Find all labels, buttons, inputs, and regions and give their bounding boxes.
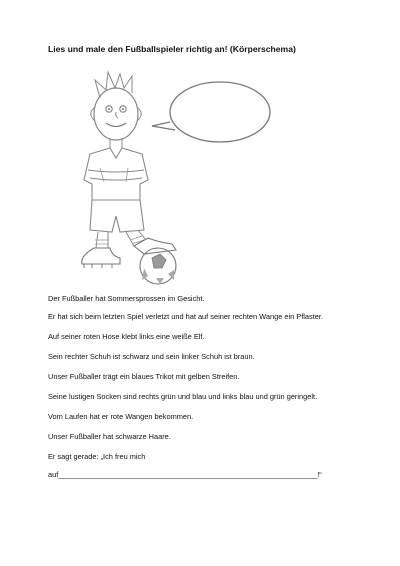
footballer-illustration xyxy=(60,70,280,290)
sentence-4: Sein rechter Schuh ist schwarz und sein linker Schuh ist braun. xyxy=(48,352,255,361)
worksheet-instructions xyxy=(48,292,360,488)
sentence-1: Der Fußballer hat Sommersprossen im Gesicht. xyxy=(48,294,205,303)
final-prompt: Er sagt gerade: „Ich freu mich xyxy=(48,452,146,461)
sentence-2: Er hat sich beim letzten Spiel verletzt und hat auf seiner rechten Wange ein Pflaster. xyxy=(48,312,323,321)
sentence-5: Unser Fußballer trägt ein blaues Trikot mit gelben Streifen. xyxy=(48,372,240,381)
sentence-3: Auf seiner roten Hose klebt links eine weiße Elf. xyxy=(48,332,205,341)
sentence-7: Vom Laufen hat er rote Wangen bekommen. xyxy=(48,412,194,421)
sentence-6: Seine lustigen Socken sind rechts grün und blau und links blau und grün geringelt. xyxy=(48,392,318,401)
sentence-8: Unser Fußballer hat schwarze Haare. xyxy=(48,432,171,441)
worksheet-title: Lies und male den Fußballspieler richtig an! (Körperschema) xyxy=(48,44,296,54)
final-answer-line: auf_______________________________________________________________!“ xyxy=(48,470,322,479)
